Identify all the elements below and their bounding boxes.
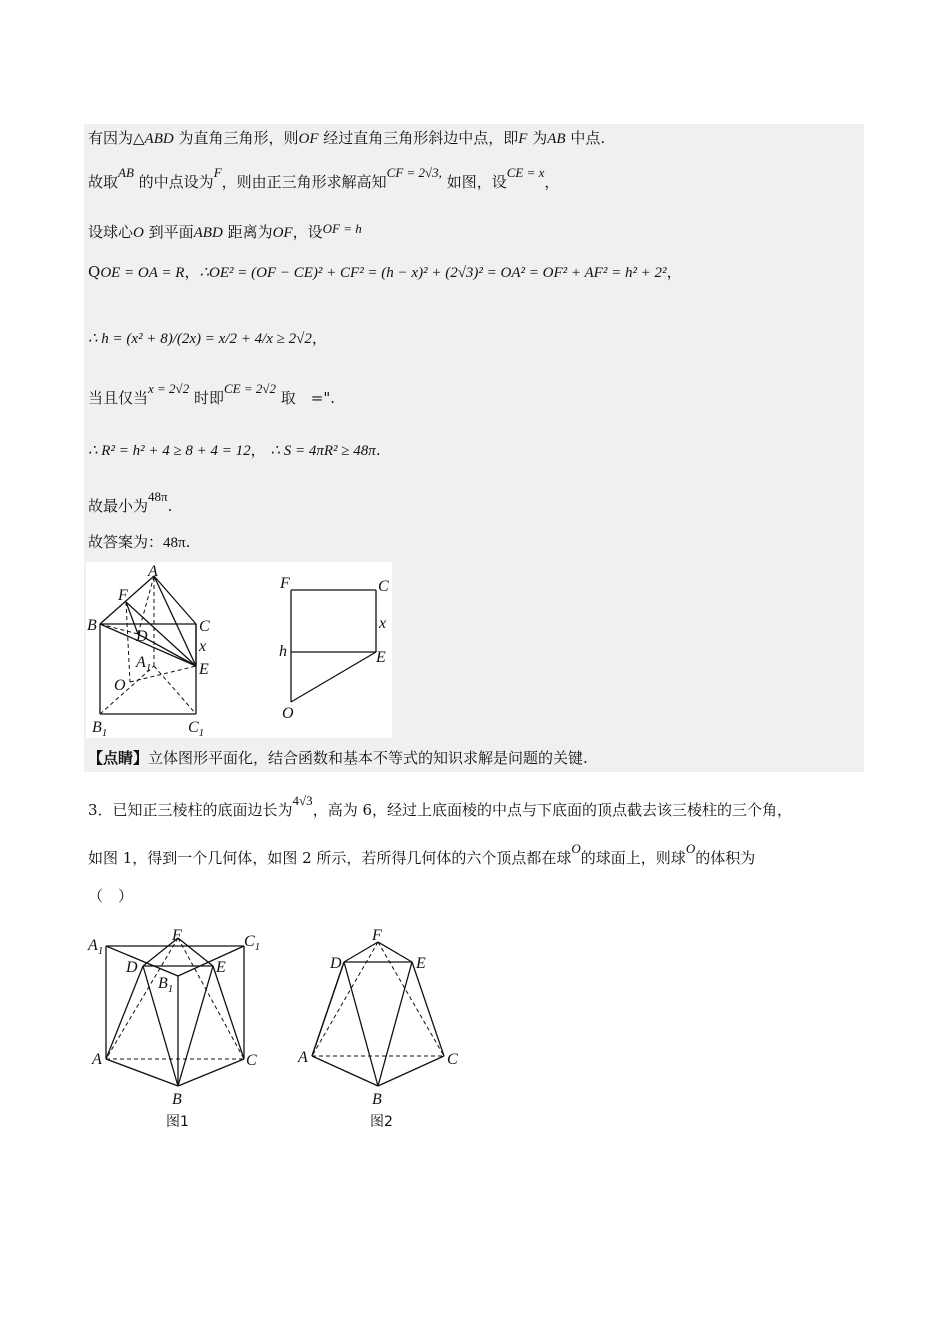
label-O: O [114, 677, 126, 694]
label-B: B [172, 1091, 182, 1108]
label-D: D [330, 955, 342, 972]
math: OF [298, 131, 319, 147]
math: AB [547, 131, 566, 147]
label-F: F [372, 927, 382, 944]
text: 经过直角三角形斜边中点，即 [318, 129, 519, 147]
text: 设球心 [88, 223, 134, 241]
math: ABD [144, 131, 174, 147]
math: 48π [148, 489, 168, 504]
text: ， [311, 329, 327, 347]
label-A1: $A_1$ [136, 654, 152, 674]
problem-3-line-1 [88, 793, 793, 821]
math: O [571, 841, 581, 856]
solution-line-2 [88, 165, 560, 193]
label-B: B [87, 617, 97, 634]
text: 故答案为： [88, 533, 164, 551]
label-x: x [199, 638, 207, 655]
math: F [213, 165, 222, 180]
label-F: F [172, 927, 182, 944]
label-C1: $C_1$ [244, 933, 261, 953]
label-C: C [199, 618, 210, 635]
solution-line-5 [88, 328, 327, 349]
text: . [167, 497, 173, 515]
math: OE = OA = R [100, 265, 185, 281]
section-diagram [291, 590, 376, 702]
label-C: C [246, 1052, 257, 1069]
label-A: A [148, 563, 158, 580]
hint-text: 立体图形平面化，结合函数和基本不等式的知识求解是问题的关键. [148, 749, 588, 767]
solution-line-4 [88, 262, 682, 283]
label-A: A [92, 1051, 102, 1068]
text: 当且仅当 [88, 389, 149, 407]
hint-label: 【点睛】 [88, 749, 149, 767]
math: CF = 2√3, [386, 165, 442, 180]
math: 4√3 [292, 793, 313, 808]
text: 故最小为 [88, 497, 149, 515]
figure-1-caption: 图1 [166, 1114, 189, 1130]
problem-3-figures [86, 924, 476, 1134]
label-D: D [136, 628, 148, 645]
math: CE = 2√2 [223, 381, 277, 396]
solution-line-1 [88, 128, 605, 149]
math: ∴ R² = h² + 4 ≥ 8 + 4 = 12 [88, 443, 251, 459]
text: 有因为△ [88, 129, 145, 147]
text: 距离为 [222, 223, 273, 241]
label-O2: O [282, 705, 294, 722]
text: ，高为 6，经过上底面棱的中点与下底面的顶点截去该三棱柱的三个角， [312, 801, 793, 819]
math: AB [118, 165, 134, 180]
hint-line [88, 748, 588, 768]
problem-3-line-3 [88, 886, 133, 906]
figures-svg [86, 924, 476, 1134]
text: 的体积为 [695, 849, 756, 867]
label-x2: x [379, 615, 387, 632]
figure-2-caption: 图2 [370, 1114, 393, 1130]
text: ， [544, 173, 560, 191]
label-A1: $A_1$ [88, 937, 104, 957]
label-C1: $C_1$ [188, 719, 205, 738]
math: O [685, 841, 696, 856]
solution-line-8 [88, 489, 173, 517]
text: 取 =". [276, 389, 336, 407]
text: 到平面 [143, 223, 194, 241]
text: 如图 1，得到一个几何体，如图 2 所示，若所得几何体的六个顶点都在球 [88, 849, 572, 867]
label-D: D [126, 959, 138, 976]
label-E: E [216, 959, 226, 976]
label-B1: $B_1$ [92, 719, 108, 738]
text: 为 [527, 129, 548, 147]
prism-diagram [86, 562, 392, 738]
math: 48π [163, 535, 186, 551]
text: Q [88, 263, 101, 281]
text: 时即 [189, 389, 224, 407]
text: . [185, 533, 191, 551]
label-E: E [416, 955, 426, 972]
label-B1: $B_1$ [158, 975, 174, 995]
solution-line-7 [88, 440, 381, 461]
text: 3．已知正三棱柱的底面边长为 [88, 801, 293, 819]
text: 中点. [565, 129, 606, 147]
label-F: F [118, 587, 128, 604]
text: ， [250, 441, 266, 459]
label-F2: F [280, 575, 290, 592]
text: 故取 [88, 173, 119, 191]
label-C: C [447, 1051, 458, 1068]
label-E2: E [376, 649, 386, 666]
label-E: E [199, 661, 209, 678]
solution-line-9 [88, 532, 190, 553]
text: 的中点设为 [133, 173, 214, 191]
math: F [518, 131, 528, 147]
answer-brackets: （ ） [88, 887, 134, 905]
solution-figure [86, 562, 392, 738]
text: ，设 [292, 223, 323, 241]
text: . [375, 441, 381, 459]
math: CE = x [506, 165, 545, 180]
text: 为直角三角形，则 [173, 129, 299, 147]
text: ， [184, 263, 200, 281]
solution-line-3 [88, 222, 362, 243]
text: 如图，设 [441, 173, 507, 191]
label-A: A [298, 1049, 308, 1066]
label-C2: C [378, 578, 389, 595]
math: ABD [193, 225, 223, 241]
text: ， [666, 263, 682, 281]
math: ∴ S = 4πR² ≥ 48π [270, 443, 376, 459]
math: x = 2√2 [148, 381, 190, 396]
solution-line-6 [88, 381, 336, 409]
text: 的球面上，则球 [580, 849, 686, 867]
label-B: B [372, 1091, 382, 1108]
math: ∴OE² = (OF − CE)² + CF² = (h − x)² + (2√3)² = OA² = OF² + AF² = h² + 2² [199, 265, 667, 281]
label-h: h [279, 643, 287, 660]
text: ，则由正三角形求解高知 [221, 173, 387, 191]
problem-3-line-2 [88, 841, 756, 869]
math: O [133, 225, 144, 241]
math: OF = h [322, 221, 362, 236]
math: ∴ h = (x² + 8)/(2x) = x/2 + 4/x ≥ 2√2 [88, 331, 312, 347]
math: OF [272, 225, 293, 241]
